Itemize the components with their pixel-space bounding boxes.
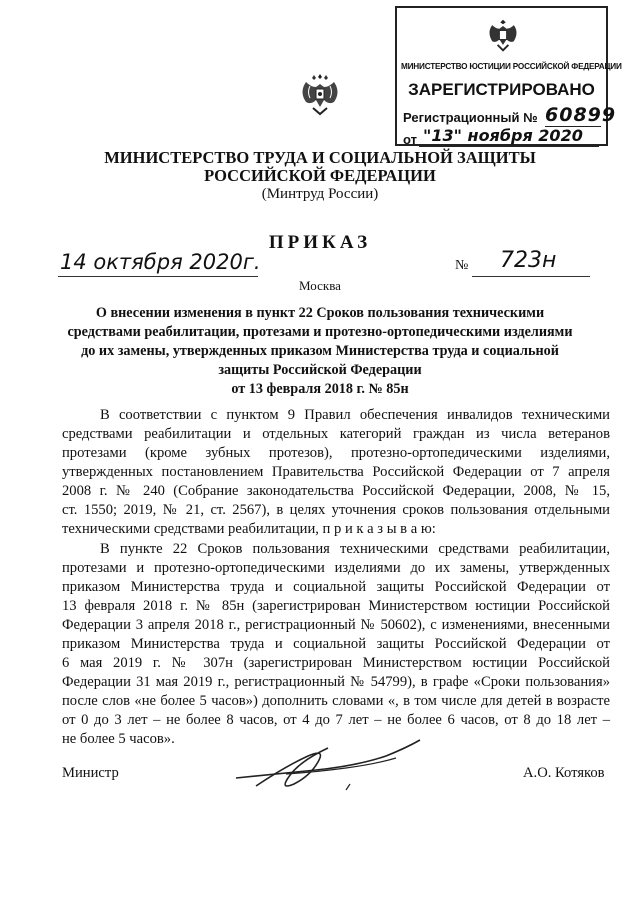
order-date-underline	[58, 276, 258, 277]
body-line: 6 мая 2019 г. № 307н (зарегистрирован Министерством юстиции Российской	[62, 655, 610, 671]
signer-title: Министр	[62, 765, 119, 781]
heading-line: до их замены, утвержденных приказом Министерства труда и социальной	[81, 343, 559, 359]
order-number-underline	[472, 276, 590, 277]
body-line: Федерации 31 мая 2019 г., регистрационный № 54799), в графе «Сроки пользования»	[62, 674, 610, 690]
body-line: протезами и протезно-ортопедическими изделиями до их замены, утвержденных	[62, 560, 610, 576]
stamp-date-value: "13" ноября 2020	[423, 126, 583, 145]
stamp-ministry-name: МИНИСТЕРСТВО ЮСТИЦИИ РОССИЙСКОЙ ФЕДЕРАЦИИ	[401, 62, 622, 71]
body-line: 13 февраля 2018 г. № 85н (зарегистрирован Министерством юстиции Российской	[62, 598, 610, 614]
heading-line: защиты Российской Федерации	[218, 362, 422, 378]
stamp-regnum-label: Регистрационный №	[403, 110, 538, 125]
stamp-eagle-emblem-icon	[485, 16, 521, 54]
heading-line: О внесении изменения в пункт 22 Сроков пользования техническими	[95, 305, 545, 321]
body-line: от 0 до 3 лет – не более 8 часов, от 4 до 7 лет – не более 6 часов, от 8 до 18 лет –	[62, 712, 610, 728]
body-line: Федерации 3 апреля 2018 г., регистрационный № 50602), с изменениями, внесенными	[62, 617, 610, 633]
order-number-handwritten: 723н	[500, 248, 557, 273]
body-line: приказом Министерства труда и социальной защиты Российской Федерации от	[62, 579, 610, 595]
heading-line: от 13 февраля 2018 г. № 85н	[231, 381, 409, 397]
handwritten-signature	[226, 730, 436, 800]
body-line: 2008 г. № 240 (Собрание законодательства Российской Федерации, 2008, № 15,	[62, 483, 610, 499]
body-line: В пункте 22 Сроков пользования техническими средствами реабилитации,	[100, 541, 610, 557]
order-number-label: №	[455, 258, 469, 273]
body-line: не более 5 часов».	[62, 731, 175, 747]
body-line: техническими средствами реабилитации, п р и к а з ы в а ю:	[62, 521, 436, 537]
body-line: ст. 1550; 2019, № 21, ст. 2567), в целях уточнения сроков пользования отдельными	[62, 502, 610, 518]
signer-name: А.О. Котяков	[523, 765, 605, 781]
body-line: средствами реабилитации и отдельных категорий граждан из числа ветеранов	[62, 426, 610, 442]
stamp-registered-label: ЗАРЕГИСТРИРОВАНО	[408, 80, 595, 99]
body-line: утвержденных постановлением Правительства Российской Федерации от 7 апреля	[62, 464, 610, 480]
stamp-regnum-value: 60899	[545, 104, 617, 126]
stamp-date-underline	[419, 146, 599, 147]
body-line: приказом Министерства труда и социальной защиты Российской Федерации от	[62, 636, 610, 652]
ministry-name-line1: МИНИСТЕРСТВО ТРУДА И СОЦИАЛЬНОЙ ЗАЩИТЫ	[104, 148, 536, 167]
order-title: ПРИКАЗ	[268, 232, 372, 253]
body-line: после слов «не более 5 часов») дополнить словами «, в том числе для детей в возрасте	[62, 693, 610, 709]
ministry-name-line2: РОССИЙСКОЙ ФЕДЕРАЦИИ	[204, 166, 436, 185]
order-date-handwritten: 14 октября 2020г.	[60, 250, 261, 274]
body-line: протезами (кроме зубных протезов), протезно-ортопедическими изделиями,	[62, 445, 610, 461]
body-line: В соответствии с пунктом 9 Правил обеспечения инвалидов техническими	[100, 407, 610, 423]
stamp-date-label: от	[403, 132, 417, 147]
ministry-short-name: (Минтруд России)	[261, 186, 379, 202]
heading-line: средствами реабилитации, протезами и протезно-ортопедическими изделиями	[67, 324, 573, 340]
registration-stamp	[395, 6, 622, 147]
order-city: Москва	[299, 278, 341, 293]
double-headed-eagle-emblem-icon	[300, 72, 340, 116]
